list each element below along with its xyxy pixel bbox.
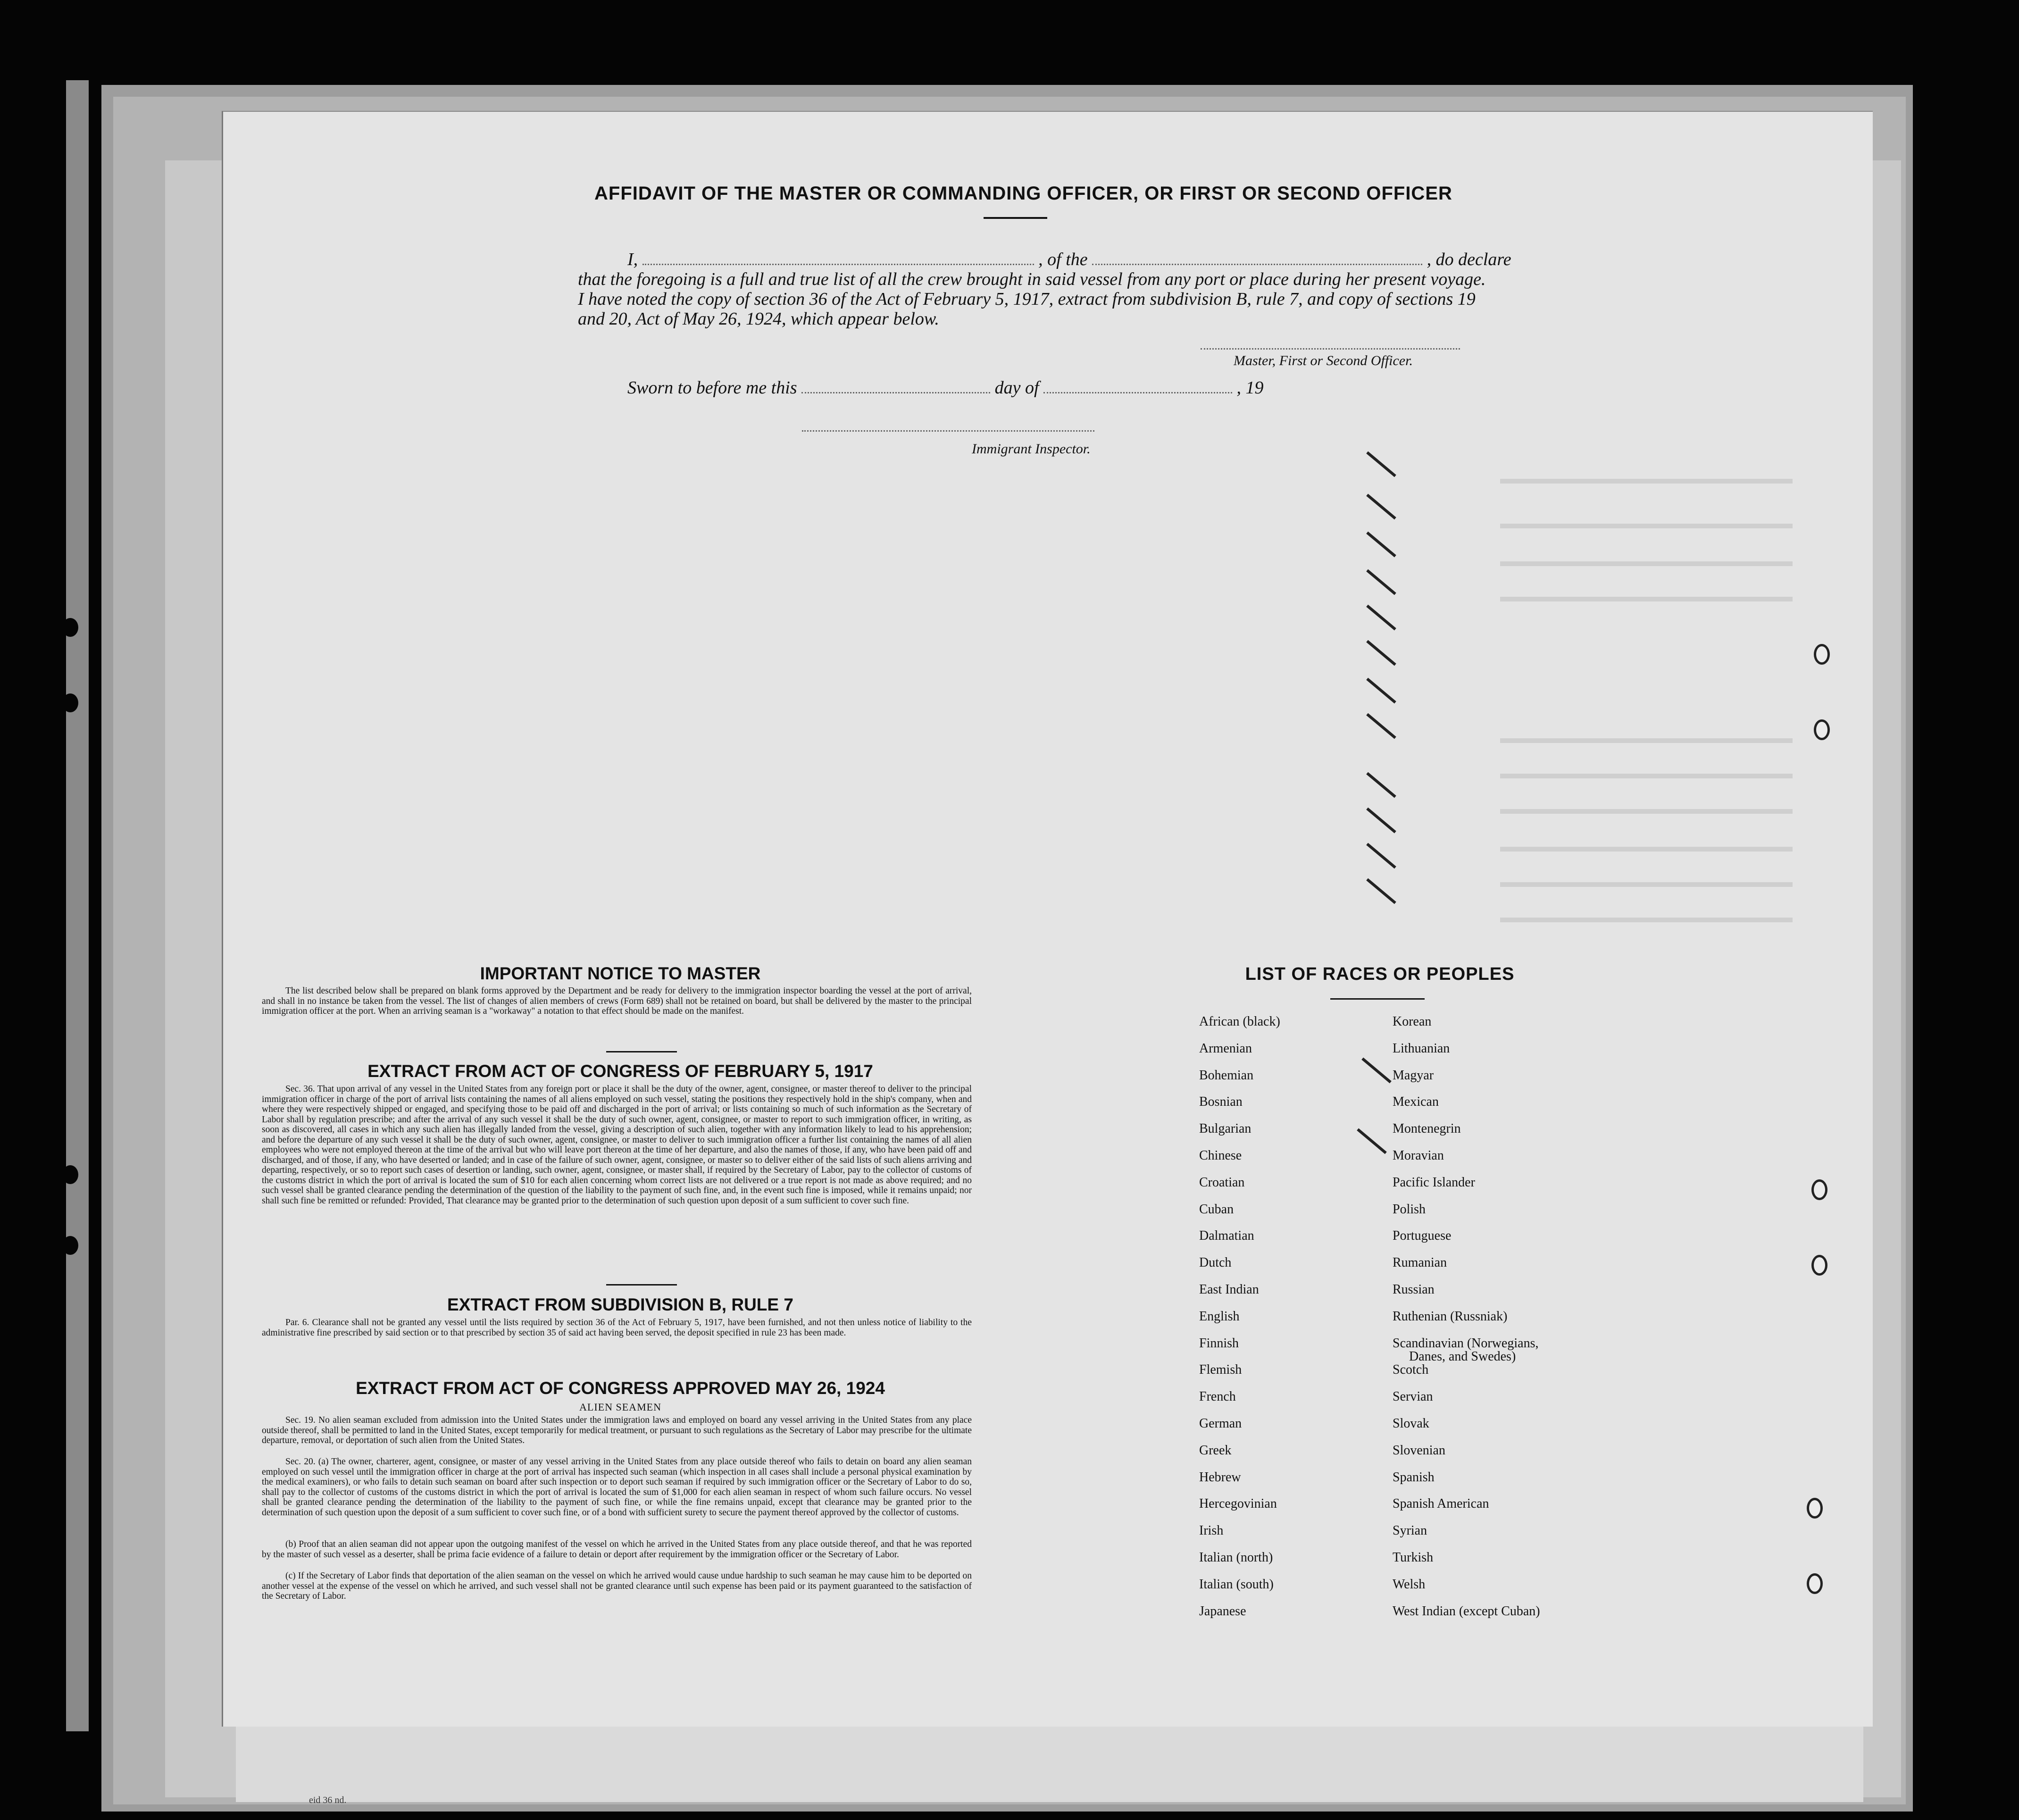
sworn-prefix: Sworn to before me this [627,378,797,398]
races-rule [1330,998,1425,1000]
act-1924-sec19-text: Sec. 19. No alien seaman excluded from admission into the United States under the immigration laws and employed on board any vessel arriving in the United States from any place outside thereof, shall be permitted to land in the United States, except temporarily for medical treatment, or pursuant to such regulations as the Secretary of Labor may prescribe for the ultimate departure, removal, or deportation of such alien from the United States. [262,1415,972,1445]
act-1924-sec20a-text: Sec. 20. (a) The owner, charterer, agent, consignee, or master of any vessel arriving in the United States from any place outside thereof who fails to detain on board any alien seaman employed on such vessel until the immigration officer in charge at the port of arrival has inspected such seaman (which inspection in all cases shall include a personal physical examination by the medical examiners), or who fails to detain such seaman on board after such inspection or to deport such seaman if required by such immigration officer or the Secretary of Labor to do so, shall pay to the collector of customs of the customs district in which the port of arrival is located the sum of $1,000 for each alien seaman in respect of whom such failure occurs. No vessel shall be granted clearance pending the determination of the liability to the payment of such fine, or while the fine remains unpaid, except that clearance may be granted prior to the determination of such question upon the deposit of a sum sufficient to cover such fine, or of a bond with sufficient surety to secure the payment thereof approved by the collector of customs. [262,1457,972,1518]
bleed-through-line [1500,524,1793,528]
declare-suffix: , do declare [1427,250,1511,269]
race-item: Ruthenian (Russniak) [1393,1309,1508,1324]
declaration-line-1 [627,249,1511,270]
race-item: Turkish [1393,1550,1434,1565]
binder-hole [62,693,78,712]
bleed-through-line [1500,597,1793,601]
notice-heading: IMPORTANT NOTICE TO MASTER [480,964,761,983]
race-item: Moravian [1393,1148,1444,1163]
race-item: Lithuanian [1393,1041,1450,1056]
race-item: Magyar [1393,1068,1434,1083]
punch-hole [1807,1573,1823,1594]
race-item: Flemish [1199,1362,1242,1378]
race-item: Mexican [1393,1094,1439,1110]
bleed-through-line [1500,809,1793,814]
race-item: Italian (south) [1199,1577,1274,1592]
race-item: Servian [1393,1389,1433,1404]
act-1924-heading: EXTRACT FROM ACT OF CONGRESS APPROVED MAY 26, 1924 [356,1378,885,1398]
race-item: Russian [1393,1282,1435,1297]
punch-hole [1811,1255,1827,1276]
section-rule [606,1051,677,1052]
vessel-prefix: , of the [1038,250,1088,269]
form-code: eid 36 nd. [309,1795,347,1805]
bleed-through-line [1500,561,1793,566]
act-1917-sec36-text: Sec. 36. That upon arrival of any vessel in the United States from any foreign port or place it shall be the duty of the owner, agent, consignee, or master thereof to deliver to the principal immigration officer in charge of the port of arrival lists containing the names of all aliens employed on such vessel, stating the positions they respectively hold in the ship's company, when and where they were respectively shipped or engaged, and specifying those to be paid off and discharged in the port of arrival; or lists containing so much of such information as the Secretary of Labor shall by regulation prescribe; and after the arrival of any such vessel it shall be the duty of such owner, agent, consignee, or master to report to such immigration officer, in writing, as soon as discovered, all cases in which any such alien has illegally landed from the vessel, giving a description of such alien, together with any information likely to lead to his apprehension; and before the departure of any such vessel it shall be the duty of such owner, agent, consignee, or master to deliver to such immigration officer a further list containing the names of all alien employees who were not employed thereon at the time of the arrival but who will leave port thereon at the time of her departure, and also the names of those, if any, who have been paid off and discharged, and of those, if any, who have deserted or landed; and in case of the failure of such owner, agent, consignee, or master so to deliver either of the said lists of such aliens arriving and departing, respectively, or so to report such cases of desertion or landing, such owner, agent, consignee, or master shall, if required by the Secretary of Labor, pay to the collector of customs of the customs district in which the port of arrival is located the sum of $10 for each alien concerning whom correct lists are not delivered or a true report is not made as above required; and no such vessel shall be granted clearance pending the determination of the question of the liability to the payment of such fine, and, in the event such fine is imposed, while it remains unpaid; nor shall such fine be remitted or refunded: Provided, That clearance may be granted prior to the determination of such question upon deposit of a sum sufficient to cover such fine. [262,1084,972,1206]
declaration-line-3: I have noted the copy of section 36 of the Act of February 5, 1917, extract from subdivision B, rule 7, and copy of sections 19 [578,289,1476,309]
race-item: Dutch [1199,1255,1232,1270]
race-item: Bosnian [1199,1094,1243,1110]
race-item: German [1199,1416,1242,1431]
race-item: Korean [1393,1014,1432,1029]
race-item: Dalmatian [1199,1228,1254,1244]
sworn-month-field[interactable] [1043,390,1232,393]
race-item: Cuban [1199,1202,1234,1217]
rule-7-text: Par. 6. Clearance shall not be granted any vessel until the lists required by section 36 of the Act of February 5, 1917, have been furnished, and not then unless notice of liability to the administrative fine prescribed by said section or to that prescribed by section 35 of said act having been served, the deposit specified in rule 23 has been made. [262,1318,972,1338]
race-item: Portuguese [1393,1228,1452,1244]
race-item: Bulgarian [1199,1121,1251,1136]
race-item: Spanish American [1393,1496,1489,1511]
binder-hole [62,1236,78,1255]
sworn-day-field[interactable] [801,390,990,393]
race-item: Spanish [1393,1469,1435,1485]
race-item: Welsh [1393,1577,1426,1592]
race-item: Danes, and Swedes) [1409,1349,1516,1364]
binder-hole [62,618,78,637]
rule-7-heading: EXTRACT FROM SUBDIVISION B, RULE 7 [447,1295,793,1314]
bleed-through-line [1500,774,1793,778]
race-item: Croatian [1199,1175,1245,1190]
race-item: Rumanian [1393,1255,1447,1270]
punch-hole [1814,644,1830,665]
punch-hole [1814,719,1830,740]
declarant-name-field[interactable] [642,262,1034,265]
race-item: Japanese [1199,1603,1246,1619]
race-item: African (black) [1199,1014,1280,1029]
races-heading: LIST OF RACES OR PEOPLES [1245,964,1515,984]
race-item: Irish [1199,1523,1224,1538]
bleed-through-line [1500,847,1793,852]
bleed-through-line [1500,918,1793,922]
act-1924-sec20b-text: (b) Proof that an alien seaman did not appear upon the outgoing manifest of the vessel on which he arrived in the United States from any place outside thereof, and that he was reported by the master of such vessel as a deserter, shall be prima facie evidence of a failure to detain or deport after requirement by the immigration officer or the Secretary of Labor. [262,1539,972,1560]
master-signature-field[interactable] [1201,348,1460,350]
master-caption: Master, First or Second Officer. [1234,353,1413,368]
sworn-day-label: day of [994,378,1039,398]
race-item: Hebrew [1199,1469,1241,1485]
race-item: Armenian [1199,1041,1252,1056]
vessel-name-field[interactable] [1092,262,1422,265]
race-item: Bohemian [1199,1068,1254,1083]
race-item: French [1199,1389,1236,1404]
declaration-line-4: and 20, Act of May 26, 1924, which appear below. [578,309,939,329]
race-item: Slovenian [1393,1443,1445,1458]
affidavit-title: AFFIDAVIT OF THE MASTER OR COMMANDING OFFICER, OR FIRST OR SECOND OFFICER [594,183,1452,204]
declarant-prefix: I, [627,250,638,269]
bleed-through-line [1500,479,1793,484]
race-item: West Indian (except Cuban) [1393,1603,1540,1619]
race-item: Scandinavian (Norwegians, [1393,1336,1539,1351]
bleed-through-line [1500,882,1793,887]
inspector-caption: Immigrant Inspector. [972,441,1091,457]
race-item: Finnish [1199,1336,1239,1351]
race-item: Scotch [1393,1362,1429,1378]
title-rule [984,217,1047,219]
race-item: Syrian [1393,1523,1427,1538]
race-item: East Indian [1199,1282,1259,1297]
left-edge-strip [66,80,89,1731]
notice-text: The list described below shall be prepared on blank forms approved by the Department and be ready for delivery to the immigration inspector boarding the vessel at the port of arrival, and shall in no instance be taken from the vessel. The list of changes of alien members of crews (Form 689) shall not be retained on board, but shall be delivered by the master to the principal immigration officer at the port. When an arriving seaman is a "workaway" a notation to that effect should be made on the manifest. [262,986,972,1016]
race-item: Italian (north) [1199,1550,1273,1565]
alien-seamen-subheading: ALIEN SEAMEN [579,1401,661,1413]
race-item: Greek [1199,1443,1232,1458]
sworn-line [627,377,1264,398]
punch-hole [1811,1179,1827,1200]
race-item: English [1199,1309,1240,1324]
bleed-through-line [1500,738,1793,743]
punch-hole [1807,1498,1823,1519]
race-item: Polish [1393,1202,1426,1217]
section-rule [606,1284,677,1286]
declaration-line-2: that the foregoing is a full and true list of all the crew brought in said vessel from any port or place during her present voyage. [578,269,1486,289]
act-1917-heading: EXTRACT FROM ACT OF CONGRESS OF FEBRUARY 5, 1917 [367,1061,873,1081]
sworn-year-label: , 19 [1236,378,1264,398]
race-item: Pacific Islander [1393,1175,1475,1190]
race-item: Hercegovinian [1199,1496,1277,1511]
race-item: Chinese [1199,1148,1242,1163]
race-item: Slovak [1393,1416,1429,1431]
race-item: Montenegrin [1393,1121,1461,1136]
act-1924-sec20c-text: (c) If the Secretary of Labor finds that deportation of the alien seaman on the vessel on which he arrived would cause undue hardship to such seaman he may cause him to be deported on another vessel at the expense of the vessel on which he arrived, and such vessel shall not be granted clearance until such expense has been paid or its payment guaranteed to the satisfaction of the Secretary of Labor. [262,1571,972,1601]
binder-hole [62,1165,78,1184]
inspector-signature-field[interactable] [802,430,1094,432]
